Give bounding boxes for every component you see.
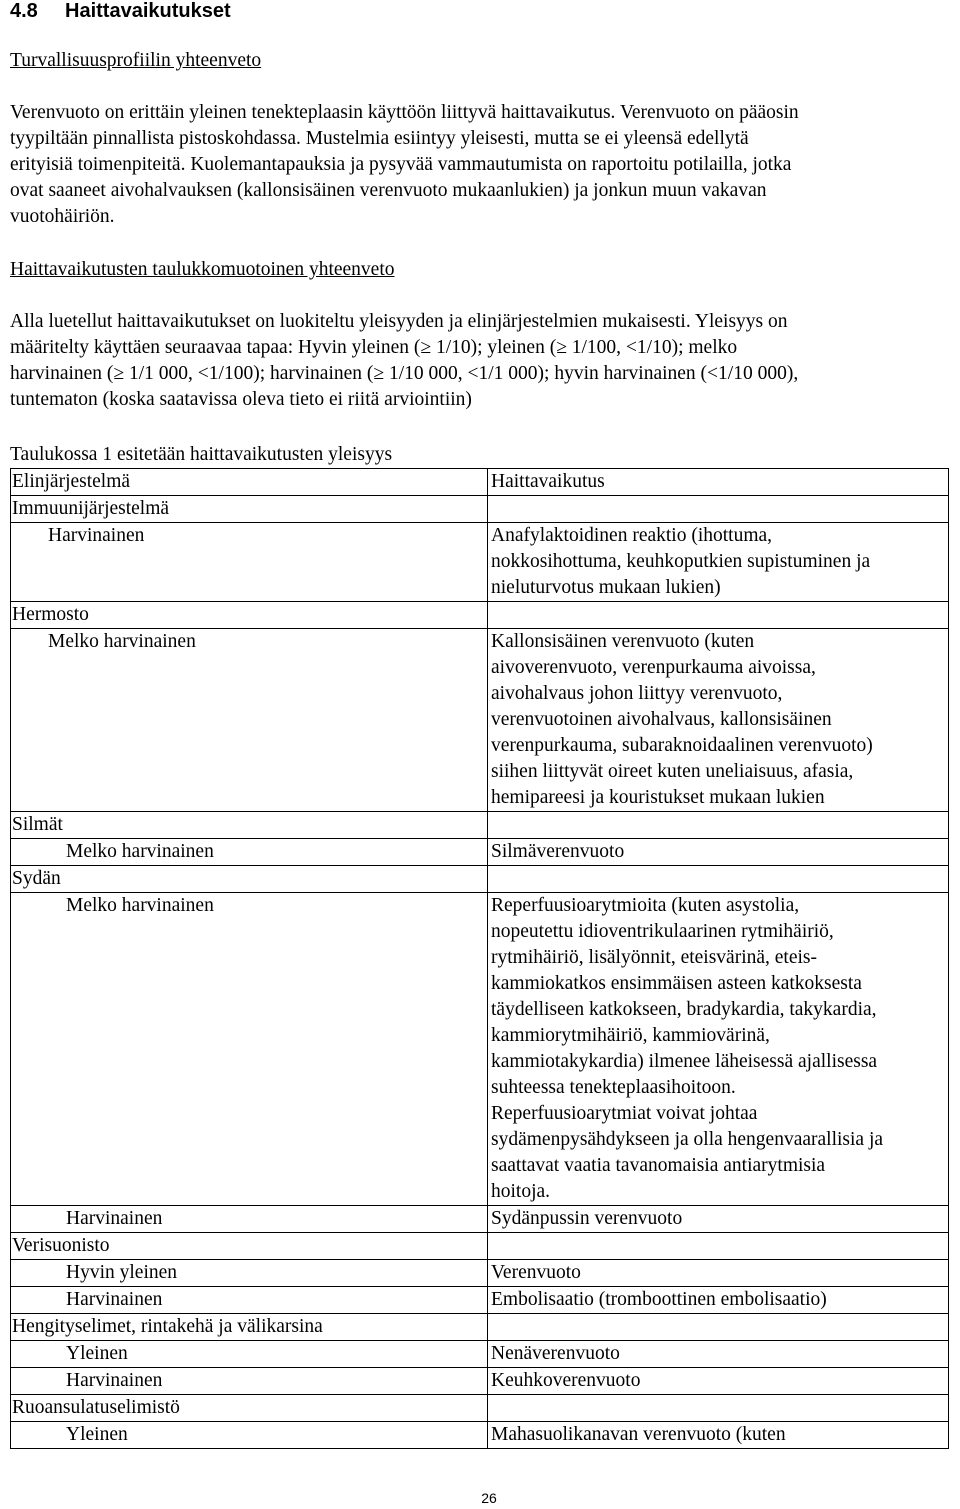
frequency-cell bbox=[11, 1206, 488, 1233]
effect-cell-empty bbox=[488, 496, 949, 523]
frequency-label: Melko harvinainen bbox=[48, 631, 196, 652]
adverse-effect-line: Anafylaktoidinen reaktio (ihottuma, bbox=[491, 525, 773, 546]
effect-cell-empty bbox=[488, 1233, 949, 1260]
table-caption: Taulukossa 1 esitetään haittavaikutusten yleisyys bbox=[10, 444, 393, 465]
system-organ-class: Hermosto bbox=[11, 602, 488, 629]
adverse-effect-line: nopeutettu idioventrikulaarinen rytmihäiriö, bbox=[491, 921, 834, 942]
table-row bbox=[11, 1368, 949, 1395]
adverse-effect-line: Silmäverenvuoto bbox=[491, 841, 625, 862]
adverse-effect-cell bbox=[488, 523, 949, 602]
adverse-effects-table bbox=[10, 468, 949, 1449]
adverse-effect-cell bbox=[488, 1368, 949, 1395]
frequency-label: Melko harvinainen bbox=[66, 841, 214, 862]
effect-cell-empty bbox=[488, 812, 949, 839]
system-organ-class-row bbox=[11, 1314, 949, 1341]
adverse-effect-cell bbox=[488, 1287, 949, 1314]
tabular-line: tuntematon (koska saatavissa oleva tieto ei riitä arviointiin) bbox=[10, 389, 472, 410]
frequency-cell bbox=[11, 1422, 488, 1449]
adverse-effect-line: Kallonsisäinen verenvuoto (kuten bbox=[491, 631, 755, 652]
summary-line: erityisiä toimenpiteitä. Kuolemantapauksia ja pysyvää vammautumista on raportoitu potilailla, jotka bbox=[10, 154, 792, 175]
adverse-effect-line: hoitoja. bbox=[491, 1181, 551, 1202]
summary-line: tyypiltään pinnallista pistoskohdassa. Mustelmia esiintyy yleisesti, mutta se ei yleensä edellytä bbox=[10, 128, 749, 149]
frequency-label: Yleinen bbox=[66, 1343, 128, 1364]
system-organ-class: Immuunijärjestelmä bbox=[11, 496, 488, 523]
adverse-effect-line: täydelliseen katkokseen, bradykardia, takykardia, bbox=[491, 999, 877, 1020]
adverse-effect-line: Embolisaatio (tromboottinen embolisaatio) bbox=[491, 1289, 827, 1310]
section-title: Haittavaikutukset bbox=[65, 0, 231, 22]
adverse-effect-line: Verenvuoto bbox=[491, 1262, 581, 1283]
frequency-cell bbox=[11, 1368, 488, 1395]
frequency-label: Harvinainen bbox=[66, 1208, 163, 1229]
tabular-paragraph bbox=[10, 309, 798, 413]
adverse-effect-line: Nenäverenvuoto bbox=[491, 1343, 620, 1364]
system-organ-class-row bbox=[11, 1395, 949, 1422]
adverse-effect-cell bbox=[488, 893, 949, 1206]
tabular-line: määritelty käyttäen seuraavaa tapaa: Hyvin yleinen (≥ 1/10); yleinen (≥ 1/100, <1/10); melko bbox=[10, 337, 738, 358]
adverse-effect-line: saattavat vaatia tavanomaisia antiarytmisia bbox=[491, 1155, 826, 1176]
adverse-effect-line: sydämenpysähdykseen ja olla hengenvaarallisia ja bbox=[491, 1129, 884, 1150]
frequency-label: Hyvin yleinen bbox=[66, 1262, 178, 1283]
tabular-line: harvinainen (≥ 1/1 000, <1/100); harvinainen (≥ 1/10 000, <1/1 000); hyvin harvinainen (<1/10 000), bbox=[10, 363, 799, 384]
summary-heading: Turvallisuusprofiilin yhteenveto bbox=[10, 50, 262, 71]
system-organ-class: Sydän bbox=[11, 866, 488, 893]
table-row bbox=[11, 1206, 949, 1233]
system-organ-class: Silmät bbox=[11, 812, 488, 839]
tabular-heading: Haittavaikutusten taulukkomuotoinen yhteenveto bbox=[10, 259, 395, 280]
summary-paragraph bbox=[10, 100, 799, 230]
system-organ-class-row bbox=[11, 602, 949, 629]
adverse-effect-cell bbox=[488, 839, 949, 866]
table-row bbox=[11, 523, 949, 602]
adverse-effect-cell bbox=[488, 1341, 949, 1368]
adverse-effect-cell bbox=[488, 1422, 949, 1449]
section-number: 4.8 bbox=[10, 0, 38, 22]
frequency-cell bbox=[11, 1260, 488, 1287]
system-organ-class: Hengityselimet, rintakehä ja välikarsina bbox=[11, 1314, 488, 1341]
frequency-cell bbox=[11, 839, 488, 866]
adverse-effect-line: Mahasuolikanavan verenvuoto (kuten bbox=[491, 1424, 786, 1445]
frequency-label: Harvinainen bbox=[48, 525, 145, 546]
adverse-effect-cell bbox=[488, 1260, 949, 1287]
frequency-cell bbox=[11, 1287, 488, 1314]
adverse-effect-line: kammiorytmihäiriö, kammiovärinä, bbox=[491, 1025, 770, 1046]
table-row bbox=[11, 1422, 949, 1449]
effect-cell-empty bbox=[488, 1314, 949, 1341]
system-organ-class-row bbox=[11, 866, 949, 893]
column-header-effect: Haittavaikutus bbox=[488, 469, 949, 496]
adverse-effect-line: verenvuotoinen aivohalvaus, kallonsisäinen bbox=[491, 709, 832, 730]
adverse-effect-line: aivoverenvuoto, verenpurkauma aivoissa, bbox=[491, 657, 816, 678]
frequency-label: Yleinen bbox=[66, 1424, 128, 1445]
tabular-line: Alla luetellut haittavaikutukset on luokiteltu yleisyyden ja elinjärjestelmien mukaisesti. Yleisyys on bbox=[10, 311, 788, 332]
system-organ-class-row bbox=[11, 496, 949, 523]
adverse-effect-line: verenpurkauma, subaraknoidaalinen verenvuoto) bbox=[491, 735, 873, 756]
table-row bbox=[11, 1260, 949, 1287]
adverse-effect-line: rytmihäiriö, lisälyönnit, eteisvärinä, eteis- bbox=[491, 947, 817, 968]
system-organ-class: Ruoansulatuselimistö bbox=[11, 1395, 488, 1422]
section-heading bbox=[10, 0, 231, 24]
adverse-effect-line: kammiokatkos ensimmäisen asteen katkoksesta bbox=[491, 973, 862, 994]
system-organ-class-row bbox=[11, 1233, 949, 1260]
effect-cell-empty bbox=[488, 866, 949, 893]
system-organ-class-row bbox=[11, 812, 949, 839]
adverse-effect-cell bbox=[488, 629, 949, 812]
frequency-cell bbox=[11, 523, 488, 602]
effect-cell-empty bbox=[488, 602, 949, 629]
adverse-effect-line: Sydänpussin verenvuoto bbox=[491, 1208, 683, 1229]
frequency-cell bbox=[11, 893, 488, 1206]
table-row bbox=[11, 893, 949, 1206]
effect-cell-empty bbox=[488, 1395, 949, 1422]
table-row bbox=[11, 1341, 949, 1368]
adverse-effect-line: nieluturvotus mukaan lukien) bbox=[491, 577, 721, 598]
adverse-effect-line: Reperfuusioarytmioita (kuten asystolia, bbox=[491, 895, 800, 916]
summary-line: ovat saaneet aivohalvauksen (kallonsisäinen verenvuoto mukaanlukien) ja jonkun muun vakavan bbox=[10, 180, 767, 201]
adverse-effect-line: aivohalvaus johon liittyy verenvuoto, bbox=[491, 683, 783, 704]
frequency-label: Harvinainen bbox=[66, 1370, 163, 1391]
table-row bbox=[11, 1287, 949, 1314]
adverse-effect-line: Reperfuusioarytmiat voivat johtaa bbox=[491, 1103, 758, 1124]
frequency-cell bbox=[11, 1341, 488, 1368]
system-organ-class: Verisuonisto bbox=[11, 1233, 488, 1260]
adverse-effect-line: kammiotakykardia) ilmenee läheisessä ajallisessa bbox=[491, 1051, 878, 1072]
table-row bbox=[11, 629, 949, 812]
table-header-row bbox=[11, 469, 949, 496]
adverse-effect-line: Keuhkoverenvuoto bbox=[491, 1370, 641, 1391]
page-number: 26 bbox=[481, 1490, 497, 1506]
frequency-cell bbox=[11, 629, 488, 812]
adverse-effect-line: nokkosihottuma, keuhkoputkien supistuminen ja bbox=[491, 551, 871, 572]
summary-line: vuotohäiriön. bbox=[10, 206, 115, 227]
adverse-effect-cell bbox=[488, 1206, 949, 1233]
frequency-label: Melko harvinainen bbox=[66, 895, 214, 916]
adverse-effect-line: hemipareesi ja kouristukset mukaan lukien bbox=[491, 787, 825, 808]
adverse-effect-line: suhteessa tenekteplaasihoitoon. bbox=[491, 1077, 736, 1098]
table-row bbox=[11, 839, 949, 866]
frequency-label: Harvinainen bbox=[66, 1289, 163, 1310]
summary-line: Verenvuoto on erittäin yleinen tenekteplaasin käyttöön liittyvä haittavaikutus. Verenvuoto on pääosin bbox=[10, 102, 799, 123]
column-header-system: Elinjärjestelmä bbox=[11, 469, 488, 496]
adverse-effect-line: siihen liittyvät oireet kuten uneliaisuus, afasia, bbox=[491, 761, 854, 782]
